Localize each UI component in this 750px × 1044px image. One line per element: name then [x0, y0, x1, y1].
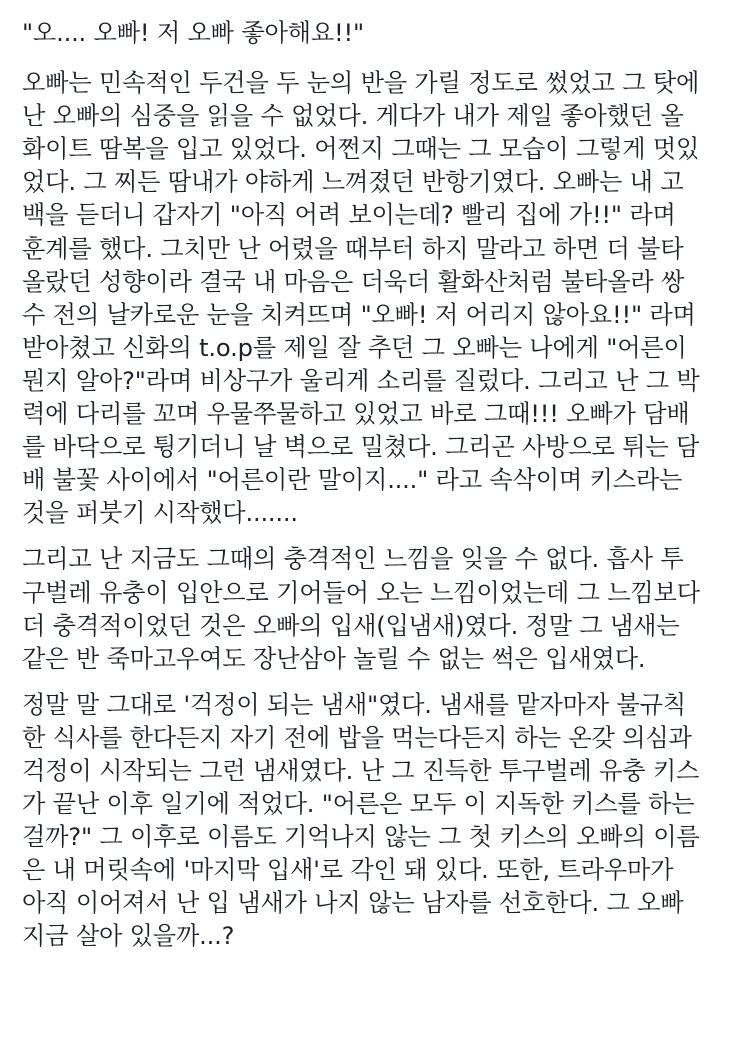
paragraph-gap — [22, 50, 736, 67]
paragraph-line: 훈계를 했다. 그치만 난 어렸을 때부터 하지 말라고 하면 더 불타 — [22, 234, 684, 263]
paragraph-line: 가 끝난 이후 일기에 적었다. "어른은 모두 이 지독한 키스를 하는 — [22, 790, 695, 819]
paragraph-line: 한 식사를 한다든지 자기 전에 밥을 먹는다든지 하는 온갖 의심과 — [22, 723, 692, 752]
paragraph-line: 그리고 난 지금도 그때의 충격적인 느낌을 잊을 수 없다. 흡사 투 — [22, 545, 684, 574]
paragraph-line: 지금 살아 있을까...? — [22, 922, 235, 951]
paragraph-gap — [22, 676, 736, 689]
paragraph-line: 더 충격적이었던 것은 오빠의 입새(입냄새)였다. 정말 그 냄새는 — [22, 611, 680, 640]
post-title: "오.... 오빠! 저 오빠 좋아해요!!" — [22, 19, 364, 47]
paragraph-line: 배 불꽃 사이에서 "어른이란 말이지...." 라고 속삭이며 키스라는 — [22, 466, 683, 495]
paragraph-line: 수 전의 날카로운 눈을 치켜뜨며 "오빠! 저 어리지 않아요!!" 라며 — [22, 300, 696, 329]
paragraph-line: 걱정이 시작되는 그런 냄새였다. 난 그 진득한 투구벌레 유충 키스 — [22, 756, 700, 785]
paragraph-line: 올랐던 성향이라 결국 내 마음은 더욱더 활화산처럼 불타올라 쌍 — [22, 267, 685, 296]
paragraph-line: 걸까?" 그 이후로 이름도 기억나지 않는 그 첫 키스의 오빠의 이름 — [22, 823, 700, 852]
paragraph-line: 난 오빠의 심중을 읽을 수 없었다. 게다가 내가 제일 좋아했던 올 — [22, 102, 684, 131]
paragraph-1 — [22, 67, 736, 530]
paragraph-line: 것을 퍼붓기 시작했다....... — [22, 499, 298, 528]
paragraph-line: 구벌레 유충이 입안으로 기어들어 오는 느낌이었는데 그 느낌보다 — [22, 578, 700, 607]
paragraph-gap — [22, 530, 736, 543]
paragraph-line: 같은 반 죽마고우여도 장난삼아 놀릴 수 없는 썩은 입새였다. — [22, 644, 646, 673]
paragraph-line: 정말 말 그대로 '걱정이 되는 냄새"였다. 냄새를 맡자마자 불규칙 — [22, 690, 686, 719]
paragraph-line: 은 내 머릿속에 '마지막 입새'로 각인 돼 있다. 또한, 트라우마가 — [22, 856, 674, 885]
paragraph-line: 백을 듣더니 갑자기 "아직 어려 보이는데? 빨리 집에 가!!" 라며 — [22, 201, 676, 230]
paragraph-line: 화이트 땀복을 입고 있었다. 어쩐지 그때는 그 모습이 그렇게 멋있 — [22, 135, 700, 164]
paragraph-3 — [22, 689, 736, 954]
paragraph-line: 력에 다리를 꼬며 우물쭈물하고 있었고 바로 그때!!! 오빠가 담배 — [22, 400, 690, 429]
paragraph-line: 오빠는 민속적인 두건을 두 눈의 반을 가릴 정도로 썼었고 그 탓에 — [22, 69, 700, 98]
paragraph-2 — [22, 543, 736, 675]
paragraph-line: 를 바닥으로 튕기더니 날 벽으로 밀쳤다. 그리곤 사방으로 튀는 담 — [22, 433, 700, 462]
paragraph-line: 받아쳤고 신화의 t.o.p를 제일 잘 추던 그 오빠는 나에게 "어른이 — [22, 333, 687, 362]
paragraph-line: 아직 이어져서 난 입 냄새가 나지 않는 남자를 선호한다. 그 오빠 — [22, 889, 684, 918]
paragraph-line: 뭔지 알아?"라며 비상구가 울리게 소리를 질렀다. 그리고 난 그 박 — [22, 366, 700, 395]
paragraph-line: 었다. 그 찌든 땀내가 야하게 느껴졌던 반항기였다. 오빠는 내 고 — [22, 168, 684, 197]
